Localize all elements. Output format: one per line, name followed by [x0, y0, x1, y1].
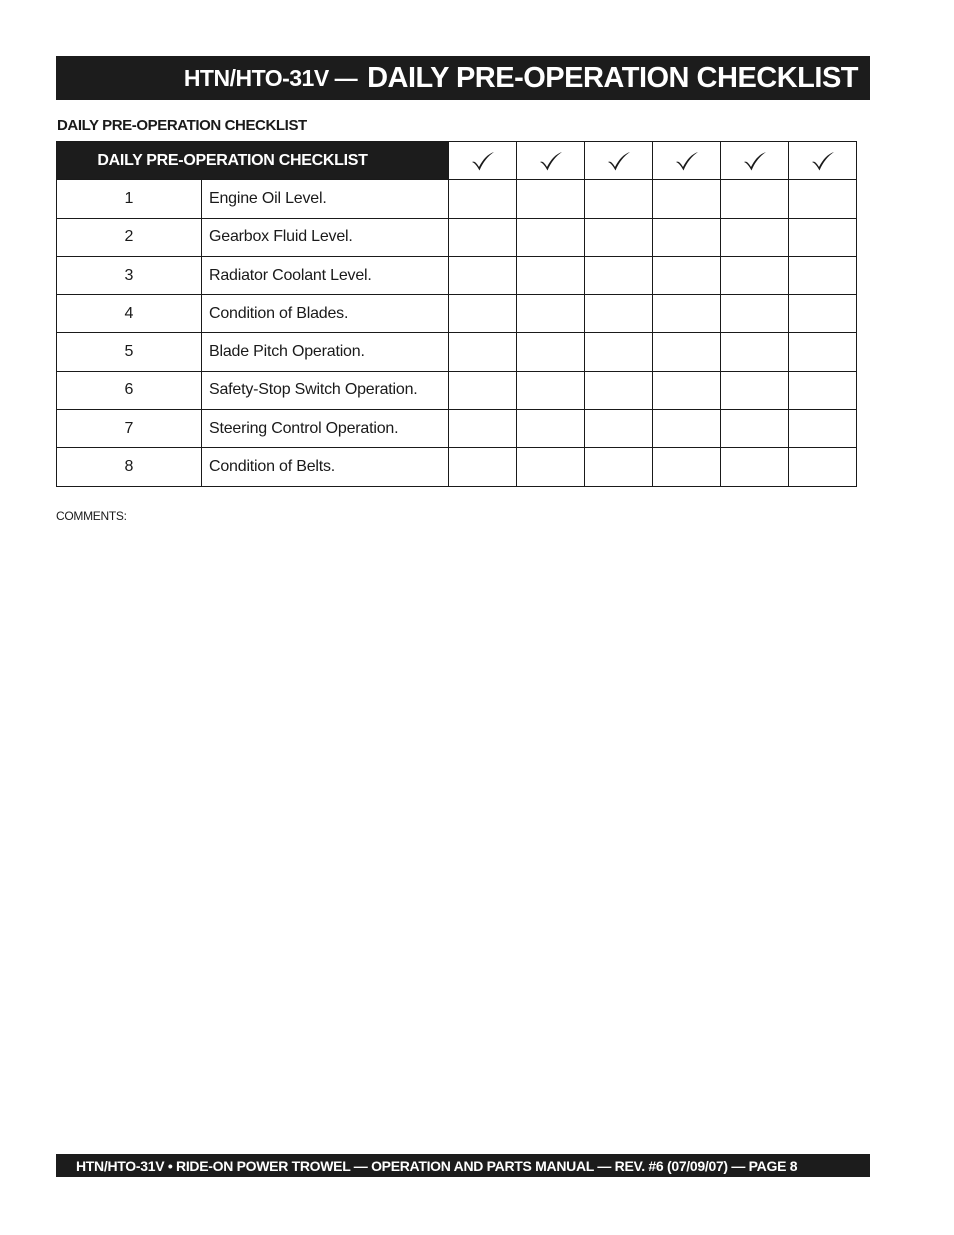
check-cell[interactable]	[721, 295, 789, 333]
check-cell[interactable]	[653, 333, 721, 371]
section-heading: DAILY PRE-OPERATION CHECKLIST	[57, 117, 307, 134]
check-column-header	[789, 142, 857, 180]
check-cell[interactable]	[789, 256, 857, 294]
check-cell[interactable]	[449, 218, 517, 256]
check-cell[interactable]	[449, 256, 517, 294]
page-title-bar	[56, 56, 870, 100]
table-row	[57, 448, 857, 486]
check-cell[interactable]	[721, 410, 789, 448]
check-cell[interactable]	[653, 410, 721, 448]
item-number: 2	[57, 218, 202, 256]
check-cell[interactable]	[517, 333, 585, 371]
check-cell[interactable]	[653, 180, 721, 218]
table-row	[57, 256, 857, 294]
item-number: 6	[57, 371, 202, 409]
item-description: Condition of Belts.	[202, 448, 449, 486]
check-cell[interactable]	[517, 218, 585, 256]
check-cell[interactable]	[789, 218, 857, 256]
check-cell[interactable]	[721, 256, 789, 294]
table-row	[57, 333, 857, 371]
check-cell[interactable]	[789, 448, 857, 486]
check-cell[interactable]	[449, 333, 517, 371]
check-cell[interactable]	[721, 218, 789, 256]
checklist-header-row	[57, 142, 857, 180]
item-description: Engine Oil Level.	[202, 180, 449, 218]
checkmark-icon	[449, 150, 516, 172]
item-number: 7	[57, 410, 202, 448]
check-column-header	[585, 142, 653, 180]
check-cell[interactable]	[789, 371, 857, 409]
checklist-header-label: DAILY PRE-OPERATION CHECKLIST	[57, 142, 449, 180]
check-column-header	[721, 142, 789, 180]
check-column-header	[517, 142, 585, 180]
table-row	[57, 371, 857, 409]
item-number: 3	[57, 256, 202, 294]
check-cell[interactable]	[653, 256, 721, 294]
check-cell[interactable]	[721, 371, 789, 409]
check-cell[interactable]	[721, 448, 789, 486]
checkmark-icon	[721, 150, 788, 172]
check-column-header	[449, 142, 517, 180]
check-cell[interactable]	[449, 295, 517, 333]
check-cell[interactable]	[789, 295, 857, 333]
check-cell[interactable]	[789, 333, 857, 371]
check-cell[interactable]	[585, 295, 653, 333]
check-cell[interactable]	[585, 333, 653, 371]
check-cell[interactable]	[653, 371, 721, 409]
table-row	[57, 295, 857, 333]
check-cell[interactable]	[585, 410, 653, 448]
checkmark-icon	[517, 150, 584, 172]
check-cell[interactable]	[449, 410, 517, 448]
item-description: Steering Control Operation.	[202, 410, 449, 448]
comments-label: COMMENTS:	[56, 509, 127, 523]
page-footer	[56, 1154, 870, 1177]
page-title: DAILY PRE-OPERATION CHECKLIST	[367, 61, 858, 94]
check-cell[interactable]	[653, 295, 721, 333]
item-description: Safety-Stop Switch Operation.	[202, 371, 449, 409]
checklist-table	[56, 141, 857, 487]
check-cell[interactable]	[517, 371, 585, 409]
check-cell[interactable]	[721, 180, 789, 218]
check-cell[interactable]	[585, 256, 653, 294]
checkmark-icon	[585, 150, 652, 172]
check-cell[interactable]	[449, 180, 517, 218]
check-cell[interactable]	[653, 218, 721, 256]
footer-text: HTN/HTO-31V • RIDE-ON POWER TROWEL — OPERATION AND PARTS MANUAL — REV. #6 (07/09/07) — PAGE 8	[76, 1157, 798, 1174]
item-description: Gearbox Fluid Level.	[202, 218, 449, 256]
check-cell[interactable]	[789, 180, 857, 218]
check-cell[interactable]	[517, 295, 585, 333]
item-number: 8	[57, 448, 202, 486]
table-row	[57, 410, 857, 448]
check-cell[interactable]	[653, 448, 721, 486]
check-cell[interactable]	[449, 448, 517, 486]
item-description: Condition of Blades.	[202, 295, 449, 333]
check-cell[interactable]	[789, 410, 857, 448]
check-cell[interactable]	[585, 371, 653, 409]
checkmark-icon	[789, 150, 856, 172]
check-cell[interactable]	[517, 410, 585, 448]
item-description: Radiator Coolant Level.	[202, 256, 449, 294]
item-description: Blade Pitch Operation.	[202, 333, 449, 371]
check-cell[interactable]	[517, 180, 585, 218]
item-number: 4	[57, 295, 202, 333]
table-row	[57, 218, 857, 256]
check-cell[interactable]	[585, 218, 653, 256]
check-column-header	[653, 142, 721, 180]
title-model-prefix: HTN/HTO-31V —	[183, 64, 358, 91]
table-row	[57, 180, 857, 218]
check-cell[interactable]	[721, 333, 789, 371]
checklist-body	[57, 180, 857, 486]
check-cell[interactable]	[517, 448, 585, 486]
check-cell[interactable]	[517, 256, 585, 294]
item-number: 1	[57, 180, 202, 218]
check-cell[interactable]	[449, 371, 517, 409]
check-cell[interactable]	[585, 448, 653, 486]
checkmark-icon	[653, 150, 720, 172]
check-cell[interactable]	[585, 180, 653, 218]
item-number: 5	[57, 333, 202, 371]
